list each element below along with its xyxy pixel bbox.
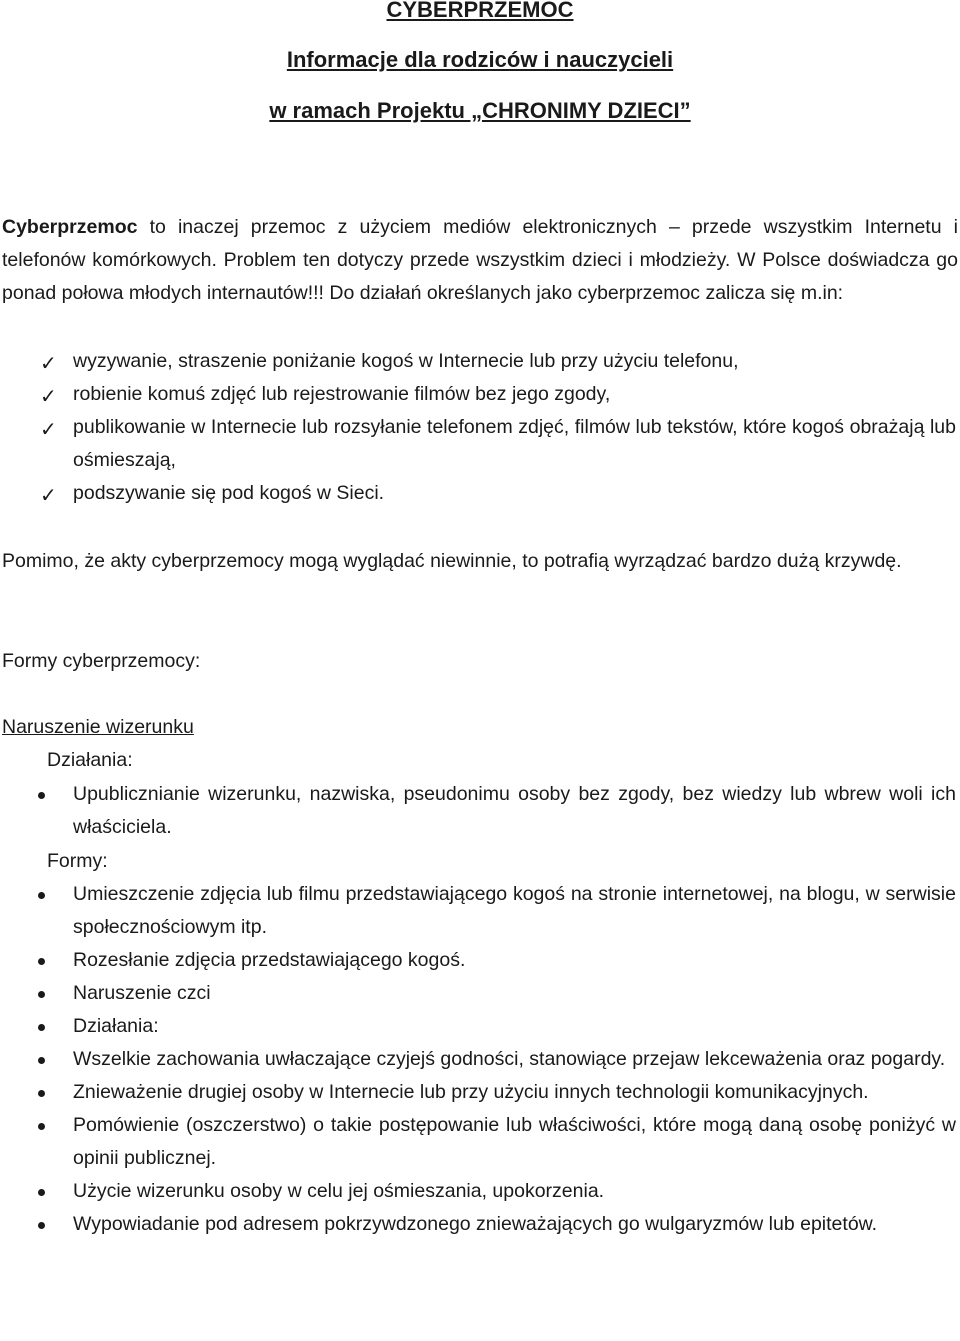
list-item-text: Upublicznianie wizerunku, nazwiska, pseudonimu osoby bez zgody, bez wiedzy lub wbrew woli ich właściciela. xyxy=(73,783,956,838)
bullet-icon xyxy=(38,1057,45,1064)
list-item-text: robienie komuś zdjęć lub rejestrowanie filmów bez jego zgody, xyxy=(73,383,611,405)
checkmark-icon: ✓ xyxy=(40,417,57,441)
bullet-icon xyxy=(38,1024,45,1031)
forms-label: Formy: xyxy=(47,850,108,872)
list-item xyxy=(0,977,956,1010)
list-item-text: Użycie wizerunku osoby w celu jej ośmieszania, upokorzenia. xyxy=(73,1180,605,1202)
document-title: CYBERPRZEMOC xyxy=(386,0,574,22)
list-item xyxy=(0,1208,956,1241)
list-item-text: podszywanie się pod kogoś w Sieci. xyxy=(73,482,385,504)
bullet-icon xyxy=(38,1090,45,1097)
list-item-text: Działania: xyxy=(73,1015,159,1037)
list-item xyxy=(0,345,956,378)
list-item-text: publikowanie w Internecie lub rozsyłanie telefonem zdjęć, filmów lub tekstów, które kogoś obrażają lub ośmieszają, xyxy=(73,416,956,471)
section-title: Naruszenie wizerunku xyxy=(2,716,194,738)
intro-bold-term: Cyberprzemoc xyxy=(2,216,138,238)
list-item-text: Pomówienie (oszczerstwo) o takie postępowanie lub właściwości, które mogą daną osobę poniżyć w opinii publicznej. xyxy=(73,1114,956,1169)
forms-list xyxy=(0,878,956,1241)
list-item xyxy=(0,1010,956,1043)
list-item xyxy=(0,878,956,944)
list-item-text: Wszelkie zachowania uwłaczające czyjejś godności, stanowiące przejaw lekceważenia oraz pogardy. xyxy=(73,1048,946,1070)
list-item-text: wyzywanie, straszenie poniżanie kogoś w Internecie lub przy użyciu telefonu, xyxy=(73,350,739,372)
list-item xyxy=(0,1109,956,1175)
intro-paragraph xyxy=(2,211,958,310)
list-item xyxy=(0,778,956,844)
intro-text: to inaczej przemoc z użyciem mediów elektronicznych – przede wszystkim Internetu i telefonów komórkowych. Problem ten dotyczy przede wszystkim dzieci i młodzieży. W Polsce doświadcza go ponad połowa młodych internautów!!! Do działań określanych jako cyberprzemoc zalicza się m.in: xyxy=(2,216,958,304)
checkmark-icon: ✓ xyxy=(40,351,57,375)
list-item-text: Rozesłanie zdjęcia przedstawiającego kogoś. xyxy=(73,949,466,971)
bullet-icon xyxy=(38,1123,45,1130)
document-project-line: w ramach Projektu „CHRONIMY DZIECI” xyxy=(269,98,691,123)
bullet-icon xyxy=(38,958,45,965)
actions-list xyxy=(0,778,956,844)
list-item xyxy=(0,1175,956,1208)
actions-label: Działania: xyxy=(47,749,133,771)
list-item xyxy=(0,1076,956,1109)
bullet-icon xyxy=(38,1189,45,1196)
list-item xyxy=(0,477,956,510)
list-item xyxy=(0,411,956,477)
bullet-icon xyxy=(38,892,45,899)
list-item xyxy=(0,1043,956,1076)
list-item xyxy=(0,944,956,977)
checkmark-icon: ✓ xyxy=(40,384,57,408)
list-item-text: Znieważenie drugiej osoby w Internecie lub przy użyciu innych technologii komunikacyjnych. xyxy=(73,1081,869,1103)
document-subtitle: Informacje dla rodziców i nauczycieli xyxy=(286,47,674,72)
list-item-text: Umieszczenie zdjęcia lub filmu przedstawiającego kogoś na stronie internetowej, na blogu, w serwisie społecznościowym itp. xyxy=(73,883,956,938)
list-item-text: Naruszenie czci xyxy=(73,982,211,1004)
warning-paragraph: Pomimo, że akty cyberprzemocy mogą wyglądać niewinnie, to potrafią wyrządzać bardzo dużą krzywdę. xyxy=(2,550,902,572)
checkmark-icon: ✓ xyxy=(40,483,57,507)
bullet-icon xyxy=(38,792,45,799)
forms-heading: Formy cyberprzemocy: xyxy=(2,650,201,672)
bullet-icon xyxy=(38,1222,45,1229)
bullet-icon xyxy=(38,991,45,998)
checkmark-list xyxy=(0,345,956,510)
list-item-text: Wypowiadanie pod adresem pokrzywdzonego znieważających go wulgaryzmów lub epitetów. xyxy=(73,1213,878,1235)
list-item xyxy=(0,378,956,411)
